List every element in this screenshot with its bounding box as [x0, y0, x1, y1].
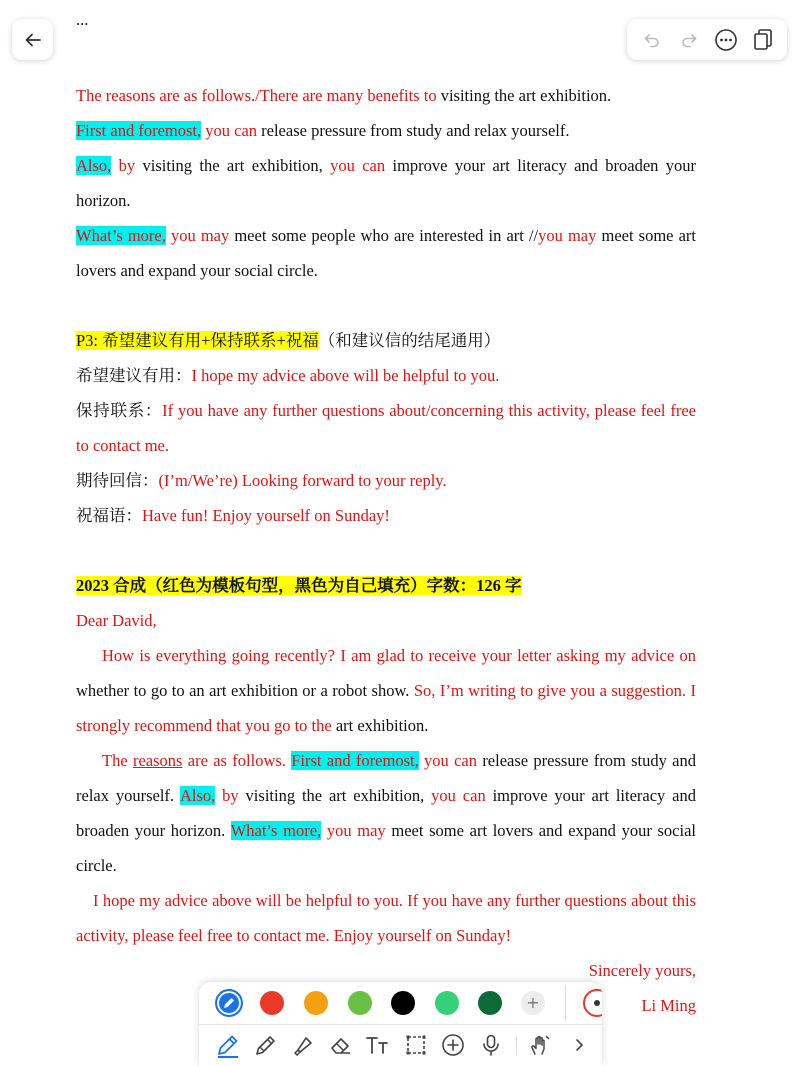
first-foremost-line [76, 113, 696, 148]
more-icon [714, 28, 738, 52]
lasso-tool-button[interactable] [402, 1031, 430, 1059]
template-text: you can [201, 121, 258, 140]
template-text: by [215, 786, 239, 805]
pen-icon [222, 996, 236, 1010]
salutation: Dear David, [76, 611, 157, 630]
closing: Sincerely yours, [588, 961, 696, 980]
pencil-tool-button[interactable] [252, 1031, 280, 1059]
label: 期待回信： [76, 471, 159, 490]
color-lightgreen[interactable] [348, 991, 372, 1015]
filled-text: improve your art literacy and broaden your horizon. [76, 786, 696, 840]
highlight-cyan: Also, [180, 786, 216, 805]
color-black[interactable] [391, 991, 415, 1015]
template-text: you may [321, 821, 386, 840]
expand-toolbar-button[interactable] [565, 1031, 593, 1059]
highlight-cyan: Also, [76, 156, 112, 175]
add-color-button[interactable]: + [521, 991, 545, 1015]
template-text: you can [418, 751, 477, 770]
contact-line [76, 393, 696, 463]
template-text: If you have any further questions about/concerning this activity, please feel free to contact me. [76, 401, 696, 455]
label: 保持联系： [76, 401, 163, 420]
eraser-tool-button[interactable] [327, 1031, 355, 1059]
copy-icon [752, 28, 774, 52]
pen-tool-button[interactable] [214, 1031, 242, 1059]
color-blue-selected[interactable] [215, 989, 243, 1017]
sample-heading [76, 568, 696, 603]
more-button[interactable] [711, 25, 741, 55]
marker-tool-button[interactable] [289, 1031, 317, 1059]
filled-text: meet some people who are interested in art // [229, 226, 539, 245]
letter-paragraph-1 [76, 638, 696, 743]
microphone-icon [479, 1033, 503, 1057]
color-red[interactable] [260, 991, 284, 1015]
also-line [76, 148, 696, 218]
p3-heading [76, 323, 696, 358]
template-text: How is everything going recently? I am glad to receive your letter asking my advice on [102, 646, 696, 665]
tool-row [199, 1025, 602, 1066]
note-document [76, 8, 696, 1023]
hope-line [76, 358, 696, 393]
drawing-toolbar [199, 982, 602, 1066]
heading-note: （和建议信的结尾通用） [318, 331, 501, 350]
color-palette [199, 982, 602, 1025]
spacer [76, 533, 696, 568]
template-text: by [111, 156, 136, 175]
filled-text: release pressure from study and relax yourself. [257, 121, 570, 140]
back-button[interactable] [12, 19, 53, 60]
filled-text: visiting the art exhibition, [238, 786, 425, 805]
reasons-line [76, 78, 696, 113]
chevron-right-icon [570, 1036, 588, 1054]
template-text: The reasons are as follows./There are many benefits to [76, 86, 437, 105]
voice-tool-button[interactable] [477, 1031, 505, 1059]
template-text: you may [165, 226, 230, 245]
hand-pen-icon [528, 1033, 552, 1057]
undo-icon [642, 30, 662, 50]
color-darkgreen[interactable] [478, 991, 502, 1015]
filled-text: whether to go to an art exhibition or a robot show. [76, 681, 410, 700]
template-text: are as follows. [182, 751, 292, 770]
template-text: The [102, 751, 133, 770]
insert-tool-button[interactable] [439, 1031, 467, 1059]
spacer [76, 288, 696, 323]
text-icon [365, 1033, 391, 1057]
letter-paragraph-2 [76, 743, 696, 883]
highlighter-icon [291, 1033, 315, 1057]
whats-more-line [76, 218, 696, 288]
template-text: you can [322, 156, 386, 175]
highlight-cyan: First and foremost, [291, 751, 419, 770]
highlight-yellow: P3: 希望建议有用+保持联系+祝福 [76, 331, 319, 350]
template-text: you may [538, 226, 597, 245]
template-text: Have fun! Enjoy yourself on Sunday! [142, 506, 390, 525]
signature: Li Ming [641, 996, 696, 1015]
redo-icon [679, 30, 699, 50]
letter-paragraph-3: I hope my advice above will be helpful to you. If you have any further questions about this activity, please feel free to contact me. Enjoy yourself on Sunday! [76, 891, 696, 945]
filled-text: improve your art literacy and broaden your horizon. [76, 156, 697, 210]
filled-text: visiting the art exhibition. [436, 86, 612, 105]
pencil-icon [254, 1033, 278, 1057]
reply-line [76, 463, 696, 498]
arrow-left-icon [23, 30, 43, 50]
fountain-pen-icon [215, 1032, 241, 1058]
undo-button[interactable] [637, 25, 667, 55]
wish-line [76, 498, 696, 533]
size-dot-icon [594, 1000, 600, 1006]
highlight-cyan: What’s more, [76, 226, 166, 245]
text-tool-button[interactable] [364, 1031, 392, 1059]
filled-text: meet some art lovers and expand your social circle. [76, 821, 696, 875]
divider [565, 986, 566, 1020]
template-text: I hope my advice above will be helpful to you. [191, 366, 500, 385]
color-orange[interactable] [304, 991, 328, 1015]
template-text: you can [424, 786, 486, 805]
plus-circle-icon [441, 1033, 465, 1057]
label: 希望建议有用： [76, 366, 192, 385]
eraser-icon [329, 1033, 353, 1057]
filled-text: meet some art lovers and expand your social circle. [76, 226, 696, 280]
template-text: (I’m/We’re) Looking forward to your reply. [158, 471, 447, 490]
filled-text: art exhibition. [331, 716, 429, 735]
size-selector[interactable] [583, 989, 602, 1017]
highlight-yellow: 2023 合成（红色为模板句型，黑色为自己填充）字数：126 字 [76, 576, 522, 595]
top-toolbar [627, 19, 787, 60]
filled-text: release pressure from study and relax yourself. [76, 751, 696, 805]
hand-tool-button[interactable] [526, 1031, 554, 1059]
highlight-cyan: What’s more, [230, 821, 322, 840]
highlight-cyan: First and foremost, [76, 121, 202, 140]
redo-button[interactable] [674, 25, 704, 55]
label: 祝福语： [76, 506, 142, 525]
template-text: So, I’m writing to give you a suggestion. I strongly recommend that you go to the [76, 681, 696, 735]
pages-button[interactable] [748, 25, 778, 55]
ellipsis-text: ... [76, 10, 89, 29]
spacer [76, 32, 696, 78]
selection-box-icon [404, 1033, 428, 1057]
underlined-text: reasons [132, 751, 183, 770]
color-mint[interactable] [435, 991, 459, 1015]
divider [516, 1035, 517, 1055]
filled-text: visiting the art exhibition, [135, 156, 323, 175]
